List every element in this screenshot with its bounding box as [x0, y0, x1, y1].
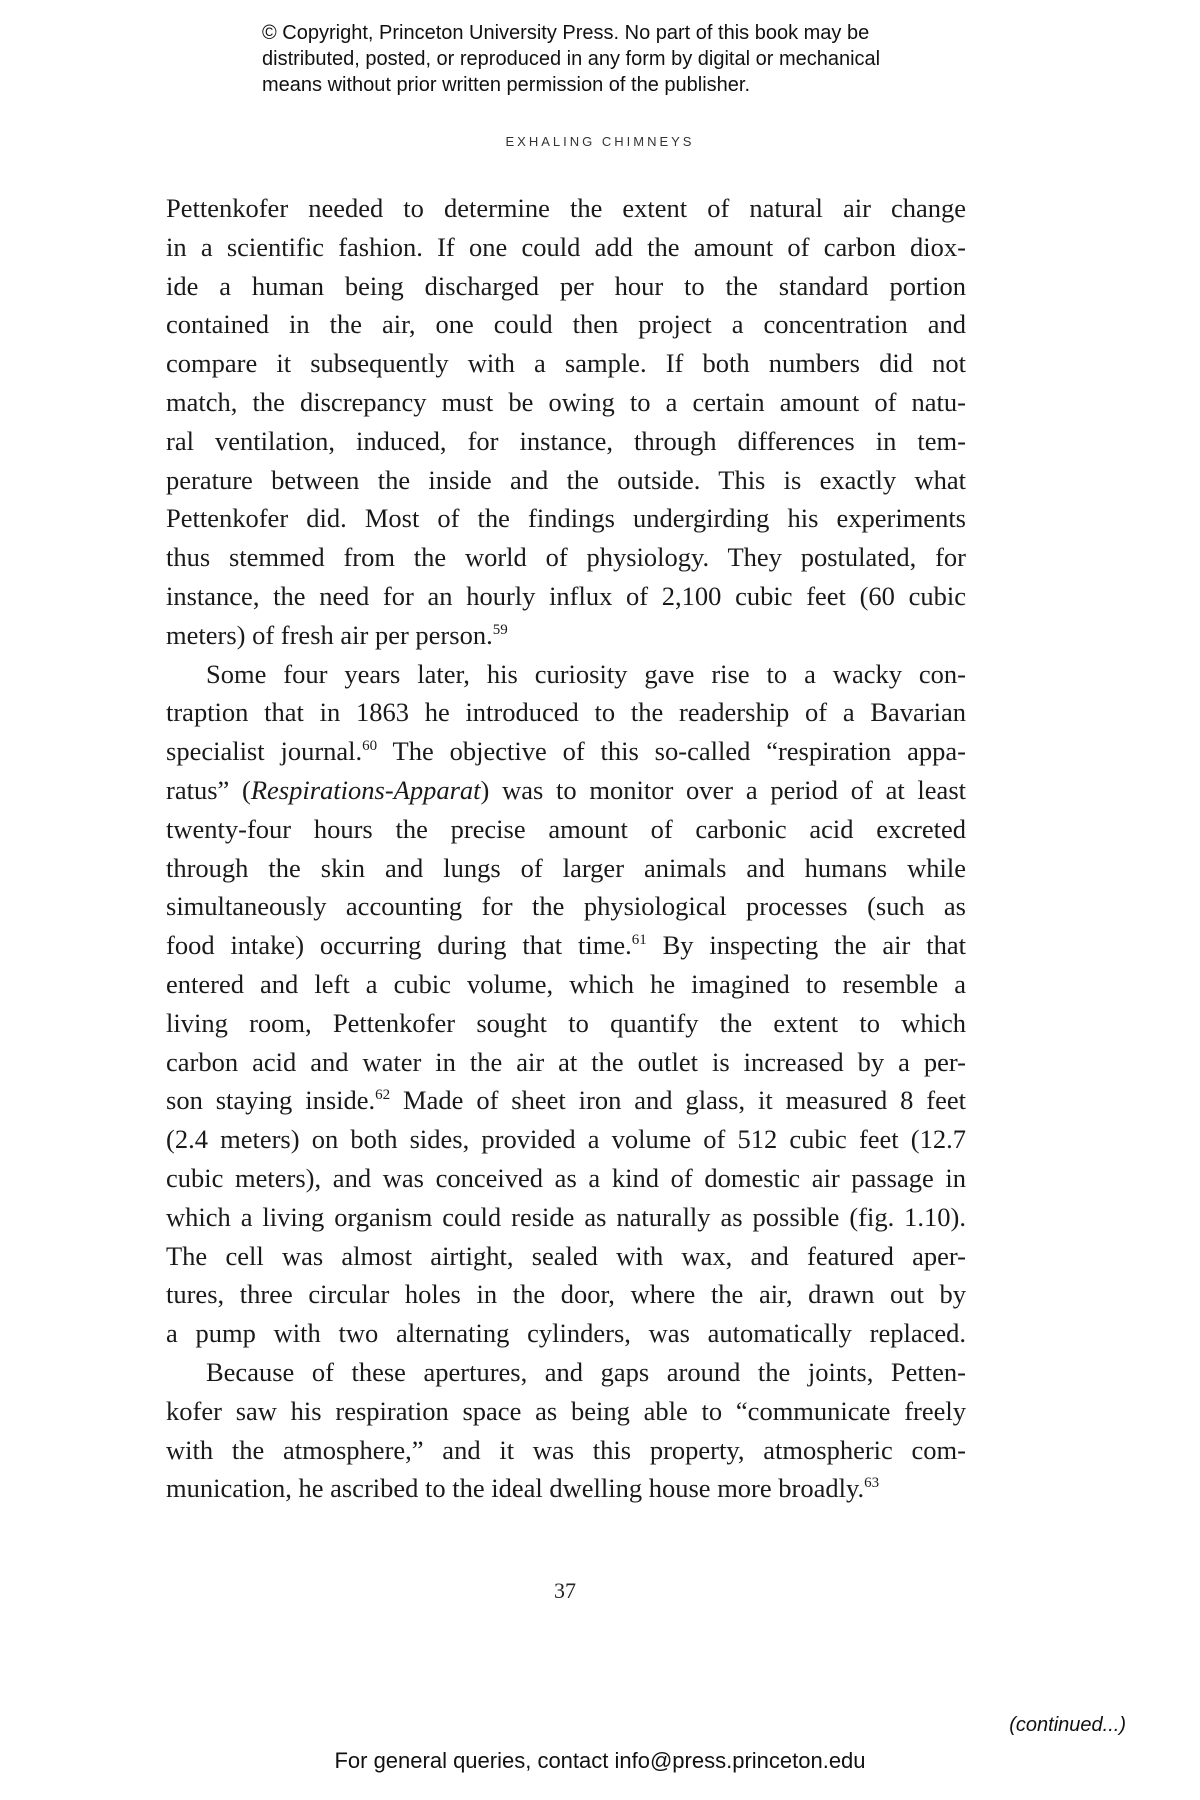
- text-line: cubic meters), and was conceived as a kind of domestic air passage in: [166, 1162, 966, 1193]
- text-segment: Made of sheet iron and glass, it measured 8 feet: [390, 1085, 966, 1116]
- text-segment: The objective of this so-called “respiration appa-: [377, 736, 966, 767]
- text-line: instance, the need for an hourly influx of 2,100 cubic feet (60 cubic: [166, 580, 966, 611]
- text-line: [166, 926, 966, 965]
- footnote-ref-63[interactable]: 63: [864, 1475, 880, 1492]
- text-line: [166, 771, 966, 810]
- text-line: twenty-four hours the precise amount of carbonic acid excreted: [166, 813, 966, 844]
- text-line: with the atmosphere,” and it was this property, atmospheric com-: [166, 1434, 966, 1465]
- body-text: [166, 189, 966, 1508]
- text-line: [166, 616, 966, 655]
- text-line: contained in the air, one could then project a concentration and: [166, 309, 966, 340]
- text-line: traption that in 1863 he introduced to the readership of a Bavarian: [166, 697, 966, 728]
- text-line: in a scientific fashion. If one could add the amount of carbon diox-: [166, 231, 966, 262]
- copyright-line: means without prior written permission of the publisher.: [262, 74, 751, 96]
- footnote-ref-61[interactable]: 61: [631, 932, 647, 949]
- text-line: simultaneously accounting for the physiological processes (such as: [166, 891, 966, 922]
- contact-footer: For general queries, contact info@press.princeton.edu: [334, 1748, 866, 1773]
- text-line: which a living organism could reside as naturally as possible (fig. 1.10).: [166, 1201, 966, 1232]
- text-segment: ratus” (: [166, 774, 251, 805]
- running-head: EXHALING CHIMNEYS: [505, 134, 695, 149]
- text-line: a pump with two alternating cylinders, was automatically replaced.: [166, 1318, 966, 1349]
- text-segment: ) was to monitor over a period of at least: [480, 774, 966, 805]
- text-segment: specialist journal.: [166, 736, 363, 767]
- text-line: living room, Pettenkofer sought to quantify the extent to which: [166, 1007, 966, 1038]
- copyright-line: distributed, posted, or reproduced in any form by digital or mechanical: [262, 48, 881, 70]
- text-line: entered and left a cubic volume, which he imagined to resemble a: [166, 968, 966, 999]
- text-line: Because of these apertures, and gaps around the joints, Petten-: [206, 1356, 966, 1387]
- text-line: perature between the inside and the outside. This is exactly what: [166, 464, 966, 495]
- text-line: (2.4 meters) on both sides, provided a volume of 512 cubic feet (12.7: [166, 1124, 966, 1155]
- italic-term: Respirations-Apparat: [250, 774, 481, 805]
- copyright-line: © Copyright, Princeton University Press. No part of this book may be: [262, 22, 870, 44]
- text-line: [166, 732, 966, 771]
- text-line: Some four years later, his curiosity gave rise to a wacky con-: [206, 658, 966, 689]
- text-line: match, the discrepancy must be owing to a certain amount of natu-: [166, 386, 966, 417]
- text-line: tures, three circular holes in the door, where the air, drawn out by: [166, 1279, 966, 1310]
- text-line: [166, 1469, 966, 1508]
- text-line: Pettenkofer needed to determine the extent of natural air change: [166, 193, 966, 223]
- text-segment: meters) of fresh air per person.: [166, 619, 493, 650]
- footnote-ref-59[interactable]: 59: [492, 621, 508, 638]
- text-line: ral ventilation, induced, for instance, through differences in tem-: [166, 425, 966, 456]
- text-line: through the skin and lungs of larger animals and humans while: [166, 852, 966, 883]
- text-line: ide a human being discharged per hour to the standard portion: [166, 270, 966, 301]
- text-segment: food intake) occurring during that time.: [166, 930, 632, 961]
- text-line: Pettenkofer did. Most of the findings undergirding his experiments: [166, 503, 966, 534]
- continued-note: (continued...): [1009, 1714, 1126, 1736]
- text-segment: munication, he ascribed to the ideal dwelling house more broadly.: [166, 1473, 865, 1504]
- copyright-notice: [262, 20, 982, 98]
- page-number: 37: [554, 1578, 576, 1603]
- text-line: [166, 1081, 966, 1120]
- text-segment: son staying inside.: [166, 1085, 376, 1116]
- footnote-ref-60[interactable]: 60: [362, 738, 378, 755]
- text-line: compare it subsequently with a sample. If both numbers did not: [166, 348, 966, 379]
- text-line: thus stemmed from the world of physiology. They postulated, for: [166, 542, 966, 573]
- text-segment: By inspecting the air that: [646, 930, 966, 961]
- footnote-ref-62[interactable]: 62: [375, 1087, 391, 1104]
- text-line: carbon acid and water in the air at the outlet is increased by a per-: [166, 1046, 966, 1077]
- text-line: The cell was almost airtight, sealed with wax, and featured aper-: [166, 1240, 966, 1271]
- text-line: kofer saw his respiration space as being able to “communicate freely: [166, 1395, 966, 1426]
